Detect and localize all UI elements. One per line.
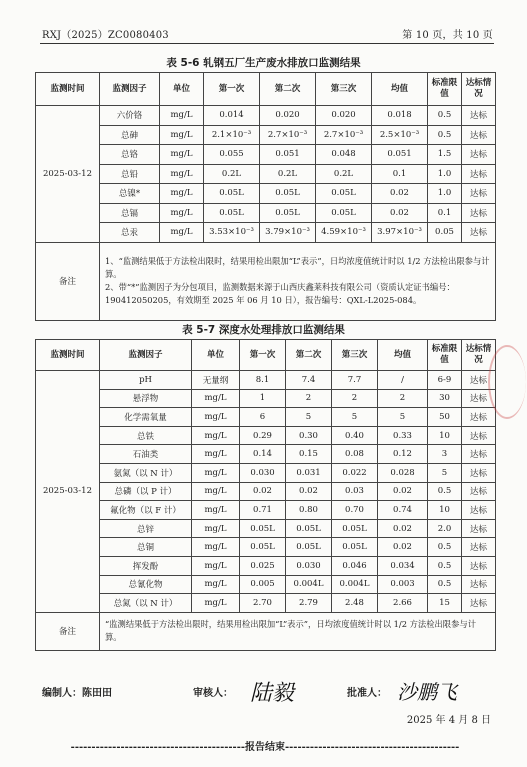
- table-cell: 0.5: [428, 556, 462, 575]
- table-cell: 0.33: [378, 426, 428, 445]
- table-cell: 氟化物（以 F 计）: [100, 501, 192, 520]
- table-cell: 总砷: [100, 125, 160, 145]
- table-cell: mg/L: [192, 426, 240, 445]
- table-cell: 0.1: [372, 164, 428, 184]
- table-cell: 达标: [462, 519, 496, 538]
- table-cell: 达标: [462, 445, 496, 464]
- table-cell: 0.29: [240, 426, 286, 445]
- table-cell: 30: [428, 389, 462, 408]
- table-cell: 7.7: [332, 371, 378, 390]
- table-cell: 0.018: [372, 106, 428, 126]
- header-cell: 达标情况: [462, 340, 496, 371]
- table-cell: 0.05: [428, 223, 462, 243]
- table-cell: 总氮（以 N 计）: [100, 594, 192, 613]
- table-cell: 0.034: [378, 556, 428, 575]
- table-cell: 达标: [462, 556, 496, 575]
- table-cell: 0.030: [240, 463, 286, 482]
- header-cell: 标准限值: [428, 73, 462, 106]
- table1: [35, 72, 496, 321]
- table-cell: 10: [428, 501, 462, 520]
- table-cell: 0.055: [204, 145, 260, 165]
- report-date: 2025 年 4 月 8 日: [406, 715, 491, 726]
- table-cell: 0.03: [332, 482, 378, 501]
- table-cell: 2.7×10⁻³: [316, 125, 372, 145]
- table-cell: 0.022: [332, 463, 378, 482]
- table-cell: 0.004L: [286, 575, 332, 594]
- table-cell: 2.66: [378, 594, 428, 613]
- table-cell: 0.046: [332, 556, 378, 575]
- table-cell: 总铜: [100, 538, 192, 557]
- table-cell: 0.05L: [260, 184, 316, 204]
- table-cell: mg/L: [160, 145, 204, 165]
- header-cell: 监测因子: [100, 340, 192, 371]
- approver-label: 批准人：: [347, 688, 387, 699]
- table-cell: mg/L: [160, 125, 204, 145]
- table-cell: 0.5: [428, 482, 462, 501]
- note-row: [36, 242, 496, 320]
- table-row: [36, 164, 496, 184]
- table-cell: 10: [428, 426, 462, 445]
- report-end: ------------------------------------------报告结束------------------------------------------: [70, 742, 460, 753]
- note-text: [100, 612, 496, 650]
- table-cell: 0.003: [378, 575, 428, 594]
- red-stamp: [488, 345, 526, 419]
- table-cell: /: [378, 371, 428, 390]
- table-cell: 2: [332, 389, 378, 408]
- header-cell: 监测因子: [100, 73, 160, 106]
- table-cell: 达标: [462, 463, 496, 482]
- preparer-label: 编制人：: [42, 688, 82, 699]
- table-cell: 2.79: [286, 594, 332, 613]
- table2: [35, 339, 496, 651]
- table-cell: 悬浮物: [100, 389, 192, 408]
- table-cell: 3.79×10⁻³: [260, 223, 316, 243]
- table-cell: mg/L: [192, 445, 240, 464]
- date-cell: 2025-03-12: [36, 106, 100, 243]
- table-cell: mg/L: [192, 594, 240, 613]
- table-cell: 总汞: [100, 223, 160, 243]
- table-cell: 达标: [462, 203, 496, 223]
- table-cell: 总氰化物: [100, 575, 192, 594]
- header-cell: 均值: [378, 340, 428, 371]
- table-cell: 六价铬: [100, 106, 160, 126]
- note-label: 备注: [36, 612, 100, 650]
- header-cell: 第一次: [240, 340, 286, 371]
- header-cell: 第二次: [260, 73, 316, 106]
- header-cell: 第一次: [204, 73, 260, 106]
- note-line: 1、“监测结果低于方法检出限时，结果用检出限加“L”表示”，日均浓度值统计时以 1/2 方法检出限参与计算。: [105, 256, 490, 279]
- table-cell: 6-9: [428, 371, 462, 390]
- table-cell: 达标: [462, 106, 496, 126]
- header-cell: 第二次: [286, 340, 332, 371]
- header-cell: 监测时间: [36, 73, 100, 106]
- table-cell: mg/L: [160, 203, 204, 223]
- table-cell: 0.05L: [332, 519, 378, 538]
- table-cell: mg/L: [160, 106, 204, 126]
- table-row: [36, 463, 496, 482]
- table-cell: 5: [286, 408, 332, 427]
- table-cell: 0.05L: [286, 519, 332, 538]
- table-cell: 2.1×10⁻³: [204, 125, 260, 145]
- table-cell: 0.5: [428, 575, 462, 594]
- preparer-name: 陈田田: [82, 688, 112, 699]
- table-cell: 0.014: [204, 106, 260, 126]
- table-cell: 0.2L: [260, 164, 316, 184]
- header-cell: 均值: [372, 73, 428, 106]
- table-cell: 0.051: [260, 145, 316, 165]
- table-cell: 0.031: [286, 463, 332, 482]
- table-cell: 3.97×10⁻³: [372, 223, 428, 243]
- table-cell: mg/L: [192, 501, 240, 520]
- table-cell: 0.2L: [316, 164, 372, 184]
- header-cell: 单位: [160, 73, 204, 106]
- table-row: [36, 106, 496, 126]
- table-cell: 0.020: [260, 106, 316, 126]
- table-cell: 2.7×10⁻³: [260, 125, 316, 145]
- table-row: [36, 575, 496, 594]
- table1-caption: 表 5-6 轧钢五厂生产废水排放口监测结果: [166, 57, 361, 69]
- table-cell: 5: [378, 408, 428, 427]
- table-row: [36, 501, 496, 520]
- table-cell: 3: [428, 445, 462, 464]
- table-cell: 0.05L: [240, 538, 286, 557]
- table-cell: 达标: [462, 482, 496, 501]
- table-cell: mg/L: [160, 223, 204, 243]
- table-cell: 0.05L: [260, 203, 316, 223]
- table-cell: 2.70: [240, 594, 286, 613]
- table-row: [36, 482, 496, 501]
- table-cell: 达标: [462, 501, 496, 520]
- table-cell: 达标: [462, 164, 496, 184]
- table-cell: 总磷（以 P 计）: [100, 482, 192, 501]
- table-cell: 0.05L: [286, 538, 332, 557]
- header-cell: 第三次: [316, 73, 372, 106]
- table-cell: 0.05L: [332, 538, 378, 557]
- table-cell: 达标: [462, 389, 496, 408]
- table-cell: 石油类: [100, 445, 192, 464]
- table-cell: 0.030: [286, 556, 332, 575]
- table-cell: mg/L: [192, 408, 240, 427]
- table-cell: 0.12: [378, 445, 428, 464]
- table-cell: 0.025: [240, 556, 286, 575]
- table-row: [36, 184, 496, 204]
- table-cell: 总镍*: [100, 184, 160, 204]
- table-cell: 0.02: [378, 538, 428, 557]
- header-cell: 达标情况: [462, 73, 496, 106]
- table-row: [36, 203, 496, 223]
- table-cell: 达标: [462, 538, 496, 557]
- table-row: [36, 125, 496, 145]
- table-cell: 0.5: [428, 538, 462, 557]
- table2-caption: 表 5-7 深度水处理排放口监测结果: [182, 324, 345, 336]
- table-cell: 0.71: [240, 501, 286, 520]
- table-cell: 0.004L: [332, 575, 378, 594]
- reviewer-signature: 陆毅: [250, 681, 295, 706]
- table-cell: 达标: [462, 223, 496, 243]
- header-cell: 单位: [192, 340, 240, 371]
- table-row: [36, 389, 496, 408]
- header-rule: [40, 43, 494, 44]
- table-cell: 氨氮（以 N 计）: [100, 463, 192, 482]
- table-cell: 达标: [462, 125, 496, 145]
- table-cell: 0.08: [332, 445, 378, 464]
- table-cell: 0.05L: [316, 203, 372, 223]
- table-cell: mg/L: [192, 575, 240, 594]
- table-cell: 2: [378, 389, 428, 408]
- note-text: [100, 242, 496, 320]
- table-cell: 0.2L: [204, 164, 260, 184]
- table-cell: mg/L: [192, 389, 240, 408]
- note-line: “监测结果低于方法检出限时，结果用检出限加“L”表示”，日均浓度值统计时以 1/2 方法检出限参与计算。: [105, 619, 476, 643]
- table-cell: 0.02: [372, 184, 428, 204]
- table-row: [36, 426, 496, 445]
- table-cell: 0.05L: [204, 203, 260, 223]
- table-cell: 0.051: [372, 145, 428, 165]
- report-number: RXJ（2025）ZC0080403: [42, 30, 169, 41]
- table-cell: 0.02: [378, 519, 428, 538]
- table-row: [36, 408, 496, 427]
- table-cell: 0.020: [316, 106, 372, 126]
- table-cell: 0.02: [240, 482, 286, 501]
- table-row: [36, 519, 496, 538]
- table-cell: 0.30: [286, 426, 332, 445]
- table-cell: mg/L: [160, 164, 204, 184]
- table-row: [36, 223, 496, 243]
- table-cell: 15: [428, 594, 462, 613]
- table-row: [36, 556, 496, 575]
- table-cell: 2.5×10⁻³: [372, 125, 428, 145]
- table-cell: 化学需氧量: [100, 408, 192, 427]
- table-cell: 0.1: [428, 203, 462, 223]
- table-cell: mg/L: [192, 519, 240, 538]
- table-cell: 达标: [462, 145, 496, 165]
- table-cell: 1.5: [428, 145, 462, 165]
- table-cell: 1.0: [428, 164, 462, 184]
- table-cell: 1.0: [428, 184, 462, 204]
- table-cell: 1: [240, 389, 286, 408]
- table-row: [36, 371, 496, 390]
- table-cell: mg/L: [192, 538, 240, 557]
- table-cell: 总铁: [100, 426, 192, 445]
- table-cell: 总锌: [100, 519, 192, 538]
- table-cell: pH: [100, 371, 192, 390]
- table-cell: 0.048: [316, 145, 372, 165]
- table-cell: 0.80: [286, 501, 332, 520]
- table-cell: 达标: [462, 184, 496, 204]
- table-cell: 挥发酚: [100, 556, 192, 575]
- table-cell: 达标: [462, 426, 496, 445]
- page-indicator: 第 10 页，共 10 页: [402, 30, 493, 41]
- note-line: 2、带“*”监测因子为分包项目，监测数据来源于山西庆鑫莱科技有限公司（资质认定证书编号：190412050205，有效期至 2025 年 06 月 10 日），报告编号：QXL-L2025-084。: [105, 282, 455, 305]
- table-cell: 0.02: [378, 482, 428, 501]
- table-row: [36, 145, 496, 165]
- table-cell: 0.5: [428, 106, 462, 126]
- table-cell: 3.53×10⁻³: [204, 223, 260, 243]
- table-cell: mg/L: [192, 556, 240, 575]
- table-cell: 达标: [462, 408, 496, 427]
- table-cell: 4.59×10⁻³: [316, 223, 372, 243]
- table-cell: 2.48: [332, 594, 378, 613]
- table-cell: 总镉: [100, 203, 160, 223]
- table-cell: 无量纲: [192, 371, 240, 390]
- table-cell: 达标: [462, 594, 496, 613]
- table-cell: 0.70: [332, 501, 378, 520]
- table-cell: mg/L: [160, 184, 204, 204]
- table-cell: 达标: [462, 371, 496, 390]
- table-cell: mg/L: [192, 482, 240, 501]
- header-cell: 第三次: [332, 340, 378, 371]
- table-cell: 0.05L: [204, 184, 260, 204]
- table-cell: 5: [332, 408, 378, 427]
- table-cell: 0.40: [332, 426, 378, 445]
- table-cell: 0.028: [378, 463, 428, 482]
- table-row: [36, 445, 496, 464]
- reviewer-label: 审核人：: [193, 688, 233, 699]
- table-cell: mg/L: [192, 463, 240, 482]
- report-end-text: 报告结束: [245, 742, 285, 753]
- table-cell: 总铅: [100, 164, 160, 184]
- table-row: [36, 538, 496, 557]
- table-cell: 0.5: [428, 125, 462, 145]
- table-cell: 0.02: [372, 203, 428, 223]
- table-cell: 0.15: [286, 445, 332, 464]
- table-cell: 达标: [462, 575, 496, 594]
- table-cell: 2.0: [428, 519, 462, 538]
- table-cell: 0.02: [286, 482, 332, 501]
- table-cell: 2: [286, 389, 332, 408]
- table-cell: 50: [428, 408, 462, 427]
- table-cell: 0.05L: [316, 184, 372, 204]
- table-row: [36, 594, 496, 613]
- table-cell: 6: [240, 408, 286, 427]
- table-cell: 5: [428, 463, 462, 482]
- header-cell: 监测时间: [36, 340, 100, 371]
- note-row: [36, 612, 496, 650]
- note-label: 备注: [36, 242, 100, 320]
- table-cell: 7.4: [286, 371, 332, 390]
- header-cell: 标准限值: [428, 340, 462, 371]
- table-cell: 0.74: [378, 501, 428, 520]
- table-cell: 8.1: [240, 371, 286, 390]
- approver-signature: 沙鹏飞: [397, 680, 457, 704]
- date-cell: 2025-03-12: [36, 371, 100, 613]
- table-cell: 总铬: [100, 145, 160, 165]
- table-cell: 0.005: [240, 575, 286, 594]
- table-cell: 0.05L: [240, 519, 286, 538]
- table-cell: 0.14: [240, 445, 286, 464]
